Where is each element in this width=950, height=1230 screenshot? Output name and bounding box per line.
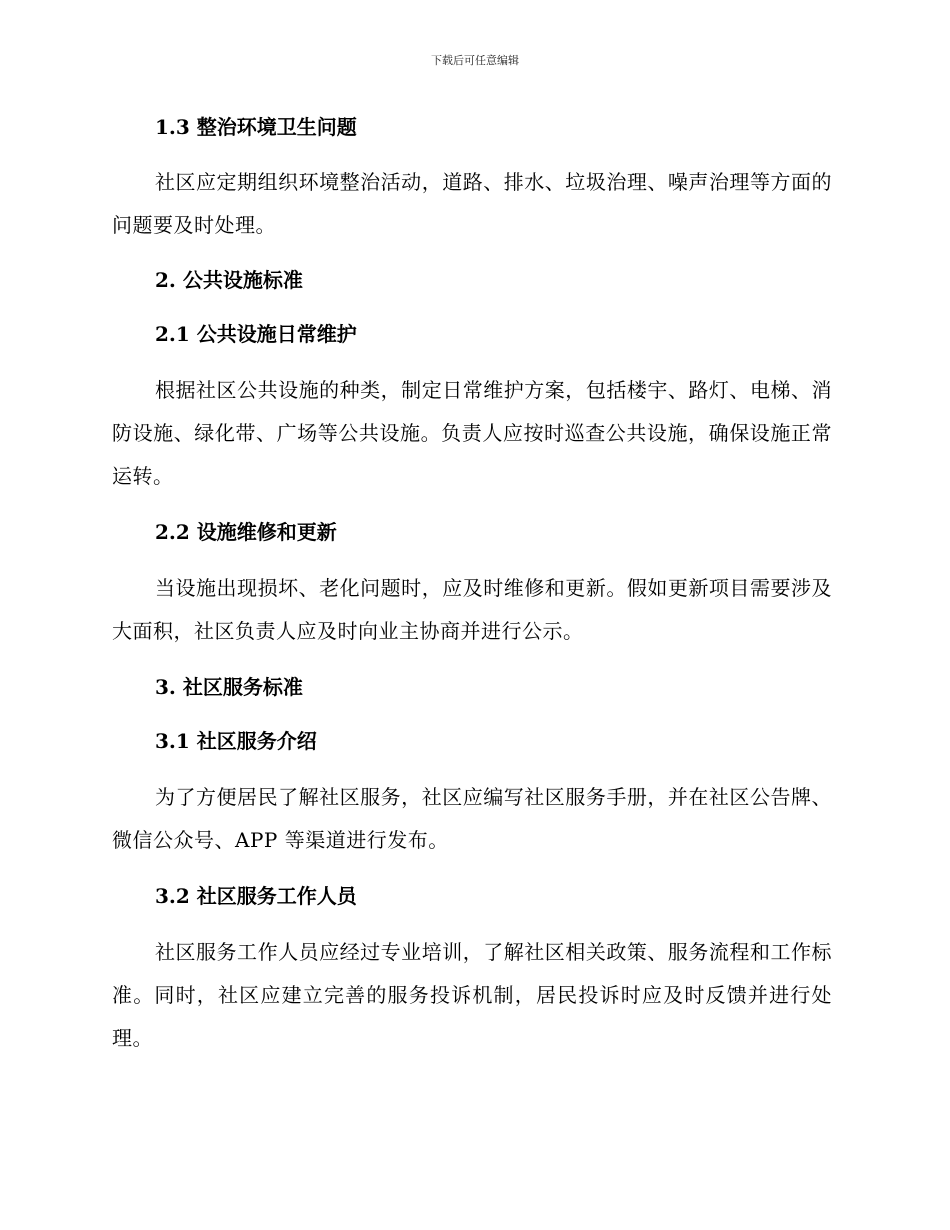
document-body [112, 110, 832, 1060]
section-heading-2: 2. 公共设施标准 [155, 268, 303, 292]
section-heading-2-2: 2.2 设施维修和更新 [155, 520, 337, 544]
section-paragraph-3-2: 社区服务工作人员应经过专业培训，了解社区相关政策、服务流程和工作标准。同时，社区应建立完善的服务投诉机制，居民投诉时应及时反馈并进行处理。 [112, 940, 832, 1050]
section-paragraph-3-1: 为了方便居民了解社区服务，社区应编写社区服务手册，并在社区公告牌、微信公众号、APP 等渠道进行发布。 [112, 785, 832, 852]
section-heading-1-3: 1.3 整治环境卫生问题 [155, 115, 357, 139]
section-paragraph-2-2: 当设施出现损坏、老化问题时，应及时维修和更新。假如更新项目需要涉及大面积，社区负责人应及时向业主协商并进行公示。 [112, 576, 832, 643]
section-heading-3-1: 3.1 社区服务介绍 [155, 729, 317, 753]
section-heading-2-1: 2.1 公共设施日常维护 [155, 322, 357, 346]
section-heading-3-2: 3.2 社区服务工作人员 [155, 884, 357, 908]
section-paragraph-1-3: 社区应定期组织环境整治活动，道路、排水、垃圾治理、噪声治理等方面的问题要及时处理。 [112, 170, 832, 237]
section-paragraph-2-1: 根据社区公共设施的种类，制定日常维护方案，包括楼宇、路灯、电梯、消防设施、绿化带、广场等公共设施。负责人应按时巡查公共设施，确保设施正常运转。 [112, 378, 832, 488]
page-header: 下载后可任意编辑 [431, 54, 519, 67]
section-heading-3: 3. 社区服务标准 [155, 675, 303, 699]
